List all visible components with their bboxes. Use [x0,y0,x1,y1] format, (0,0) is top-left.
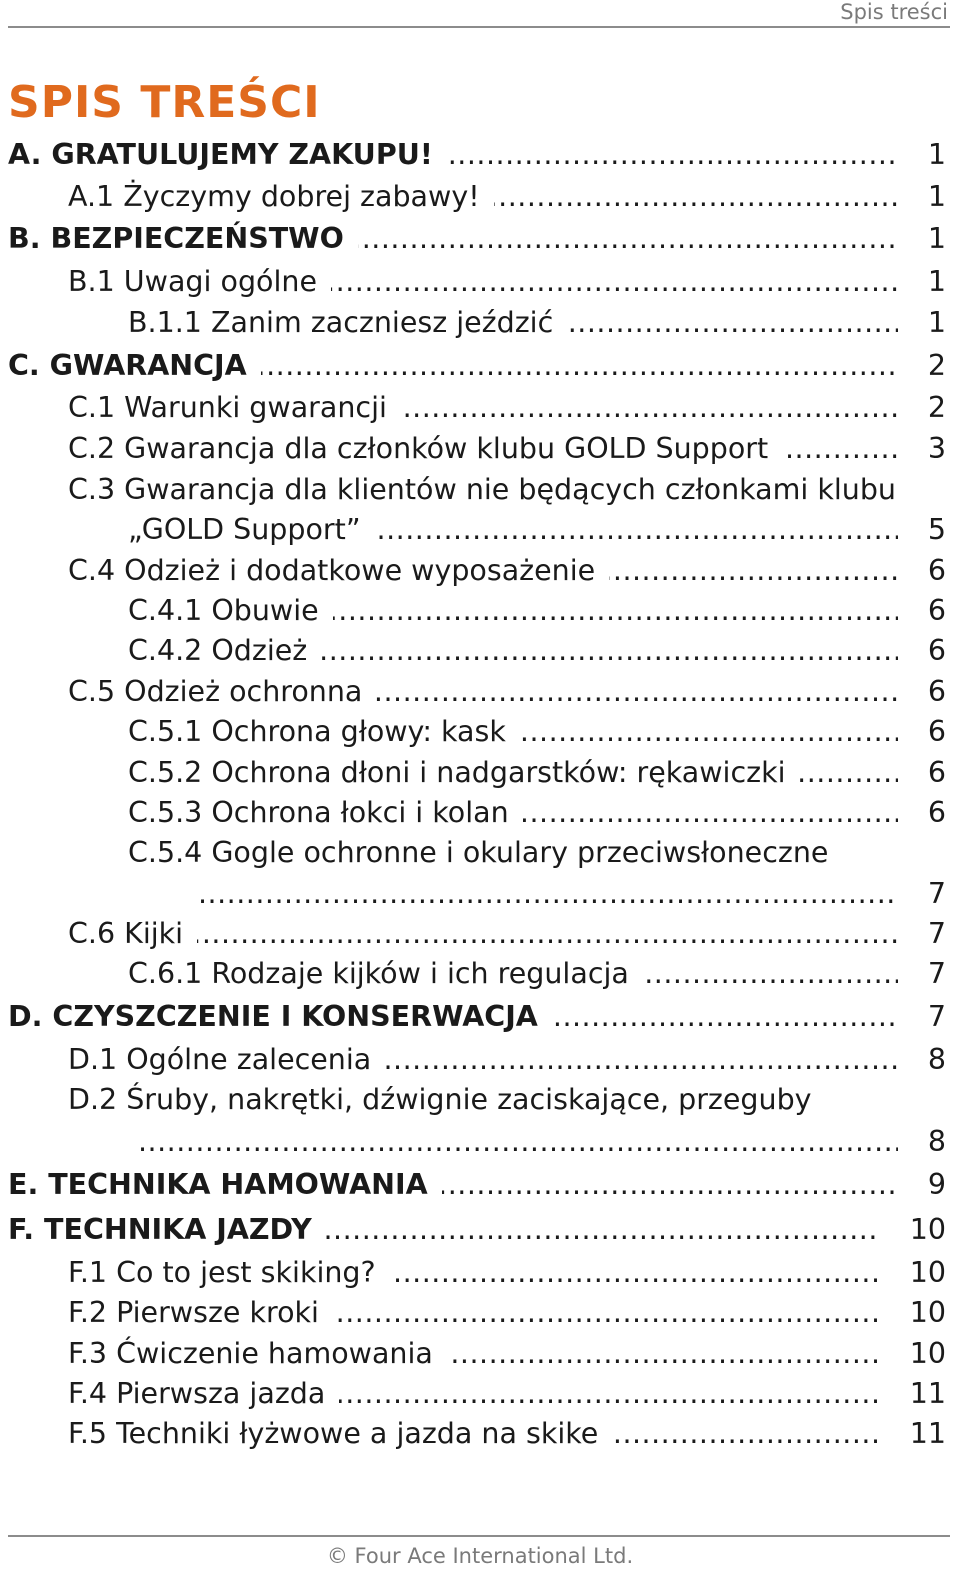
toc-page-number: 2 [927,391,946,424]
toc-page-number: 7 [927,1000,946,1033]
toc-entry-label-continuation: „GOLD Support” [128,510,375,550]
toc-entry-continuation[interactable] [138,1122,946,1162]
toc-page-number: 6 [927,796,946,829]
toc-entry[interactable] [68,1414,946,1454]
toc-entry[interactable] [8,997,946,1037]
toc-entry[interactable] [128,591,946,631]
toc-page-number: 7 [927,957,946,990]
toc-entry-label: C. GWARANCJA [8,346,261,386]
toc-entry[interactable] [8,1210,946,1250]
toc-entry[interactable] [128,303,946,343]
toc-entry[interactable] [68,1040,946,1080]
toc-entry[interactable] [8,1165,946,1205]
toc-page-number: 3 [927,432,946,465]
toc-page-number: 1 [927,138,946,171]
page-title: SPIS TREŚCI [8,77,321,128]
toc-entry[interactable] [68,551,946,591]
toc-entry-label: D.1 Ogólne zalecenia [68,1040,385,1080]
toc-entry[interactable] [128,793,946,833]
toc-entry-label: B.1.1 Zanim zaczniesz jeździć [128,303,567,343]
toc-entry-label: A. GRATULUJEMY ZAKUPU! [8,135,447,175]
toc-page-number: 6 [927,756,946,789]
footer-divider [8,1535,950,1537]
toc-entry-label: C.5.1 Ochrona głowy: kask [128,712,520,752]
toc-page-number: 6 [927,634,946,667]
toc-entry-label: C.5.4 Gogle ochronne i okulary przeciwsłoneczne [128,833,842,873]
toc-page-number: 10 [909,1256,946,1289]
toc-page-number: 1 [927,222,946,255]
toc-entry[interactable] [128,753,946,793]
dot-leader [198,874,898,914]
toc-page-number: 8 [927,1043,946,1076]
toc-page-number: 5 [927,513,946,546]
toc-entry-label: F.4 Pierwsza jazda [68,1374,339,1414]
toc-entry[interactable] [68,1080,946,1120]
toc-entry[interactable] [68,429,946,469]
footer-copyright: © Four Ace International Ltd. [326,1544,634,1568]
toc-page-number: 6 [927,594,946,627]
toc-entry-continuation[interactable] [198,874,946,914]
toc-entry[interactable] [68,1293,946,1333]
toc-entry[interactable] [8,135,946,175]
toc-entry-label: D. CZYSZCZENIE I KONSERWACJA [8,997,552,1037]
toc-entry-label: C.4 Odzież i dodatkowe wyposażenie [68,551,609,591]
toc-entry-label: C.4.1 Obuwie [128,591,333,631]
toc-page-number: 10 [909,1296,946,1329]
toc-entry-label: A.1 Życzymy dobrej zabawy! [68,177,494,217]
toc-entry-label: D.2 Śruby, nakrętki, dźwignie zaciskające, przeguby [68,1080,826,1120]
toc-entry[interactable] [68,470,946,510]
toc-entry[interactable] [68,1253,946,1293]
toc-entry-label: F.5 Techniki łyżwowe a jazda na skike [68,1414,612,1454]
toc-page-number: 10 [909,1337,946,1370]
toc-entry[interactable] [68,914,946,954]
toc-entry-label: C.4.2 Odzież [128,631,321,671]
toc-entry-label: C.1 Warunki gwarancji [68,388,401,428]
header-divider [8,26,950,28]
toc-entry-label: F.2 Pierwsze kroki [68,1293,333,1333]
toc-entry[interactable] [68,1334,946,1374]
toc-page-number: 8 [927,1125,946,1158]
toc-entry-label: B. BEZPIECZEŃSTWO [8,219,358,259]
toc-entry[interactable] [68,1374,946,1414]
toc-entry-label: C.2 Gwarancja dla członków klubu GOLD Support [68,429,782,469]
toc-entry[interactable] [128,631,946,671]
toc-page-number: 1 [927,265,946,298]
toc-page-number: 10 [909,1213,946,1246]
dot-leader [138,1122,898,1162]
toc-page-number: 6 [927,675,946,708]
toc-entry-label: C.5.3 Ochrona łokci i kolan [128,793,523,833]
toc-entry[interactable] [68,177,946,217]
toc-entry-label: C.6 Kijki [68,914,197,954]
toc-entry[interactable] [128,954,946,994]
toc-entry-label: B.1 Uwagi ogólne [68,262,331,302]
toc-page-number: 2 [927,349,946,382]
toc-entry[interactable] [8,346,946,386]
toc-entry[interactable] [8,219,946,259]
toc-entry-label: F.3 Ćwiczenie hamowania [68,1334,447,1374]
toc-page-number: 1 [927,306,946,339]
toc-page-number: 11 [909,1377,946,1410]
toc-entry-label: C.5.2 Ochrona dłoni i nadgarstków: rękawiczki [128,753,800,793]
toc-entry[interactable] [128,712,946,752]
toc-entry-label: C.6.1 Rodzaje kijków i ich regulacja [128,954,643,994]
toc-entry-label: E. TECHNIKA HAMOWANIA [8,1165,442,1205]
running-header: Spis treści [840,0,948,24]
toc-page-number: 6 [927,554,946,587]
toc-page-number: 6 [927,715,946,748]
toc-page-number: 9 [927,1168,946,1201]
toc-page-number: 1 [927,180,946,213]
toc-entry[interactable] [68,388,946,428]
toc-entry-label: C.5 Odzież ochronna [68,672,376,712]
toc-entry-label: C.3 Gwarancja dla klientów nie będących członkami klubu [68,470,910,510]
toc-entry-label: F. TECHNIKA JAZDY [8,1210,326,1250]
toc-entry[interactable] [128,833,946,873]
toc-entry-continuation[interactable] [128,510,946,550]
toc-entry[interactable] [68,262,946,302]
toc-page-number: 11 [909,1417,946,1450]
toc-page-number: 7 [927,877,946,910]
toc-entry[interactable] [68,672,946,712]
toc-page-number: 7 [927,917,946,950]
toc-entry-label: F.1 Co to jest skiking? [68,1253,390,1293]
